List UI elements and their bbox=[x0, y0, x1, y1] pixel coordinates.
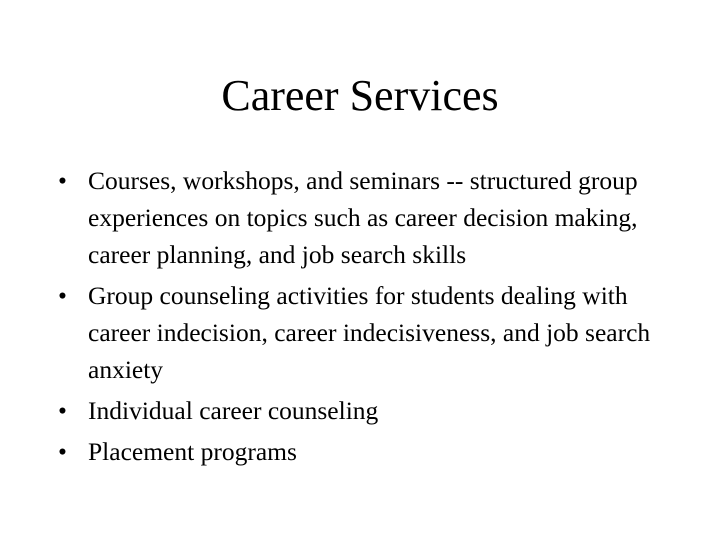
bullet-text: Individual career counseling bbox=[88, 396, 379, 425]
bullet-icon: • bbox=[58, 396, 67, 425]
bullet-icon: • bbox=[58, 166, 67, 195]
bullet-item bbox=[58, 162, 658, 273]
bullet-item bbox=[58, 277, 658, 388]
bullet-icon: • bbox=[58, 281, 67, 310]
bullet-text: Group counseling activities for students dealing with career indecision, career indecisiveness, and job search anxiety bbox=[88, 281, 651, 384]
slide-title: Career Services bbox=[221, 71, 499, 120]
bullet-icon: • bbox=[58, 437, 67, 466]
bullet-list bbox=[58, 162, 658, 474]
bullet-item bbox=[58, 433, 658, 470]
bullet-item bbox=[58, 392, 658, 429]
bullet-text: Placement programs bbox=[88, 437, 297, 466]
bullet-text: Courses, workshops, and seminars -- structured group experiences on topics such as career decision making, career planning, and job search skills bbox=[88, 166, 638, 269]
